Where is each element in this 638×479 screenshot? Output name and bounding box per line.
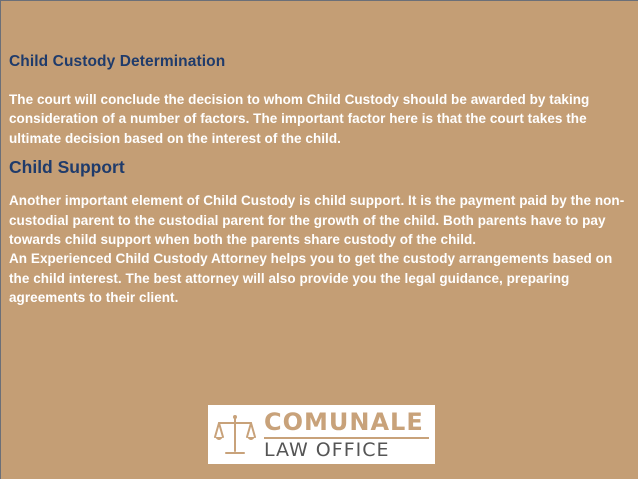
logo-name: COMUNALE <box>264 408 424 436</box>
scales-of-justice-icon <box>214 413 256 457</box>
section-heading-support: Child Support <box>9 157 125 178</box>
section-body-custody: The court will conclude the decision to whom Child Custody should be awarded by taking consideration of a number of factors. The important factor here is that the court takes the ultimate decision based on the interest of the child. <box>9 92 590 146</box>
content <box>9 52 631 308</box>
section-heading-custody: Child Custody Determination <box>9 53 226 70</box>
section-body-support: Another important element of Child Custody is child support. It is the payment paid by the non-custodial parent to the custodial parent for the growth of the child. Both parents have to pay towards child support when both the parents share custody of the child. <box>9 193 625 248</box>
logo-subtitle: LAW OFFICE <box>264 439 390 461</box>
section-body-attorney: An Experienced Child Custody Attorney helps you to get the custody arrangements based on the child interest. The best attorney will also provide you the legal guidance, preparing agreements to their client. <box>9 251 613 306</box>
comunale-logo <box>208 405 435 464</box>
